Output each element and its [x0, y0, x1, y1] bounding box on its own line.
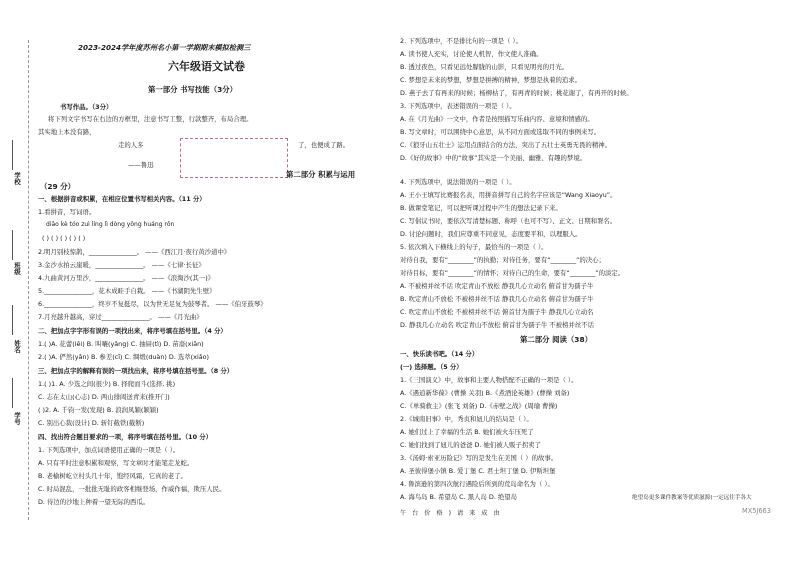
- line-7: 一、根据拼音或积累，在相应位置书写相关内容。（11 分）: [38, 195, 206, 203]
- read-line-5: 2.《城南旧事》中，秀贞和妞儿的结局是（ ）。: [400, 415, 533, 423]
- read-line-3: A.《遇逍新华葆》(曹操 关羽) B.《煮酒论英雄》(曹操 刘备): [400, 389, 570, 397]
- line-29: C. 时局混乱，一批批无耻的政客相继登场，作威作福，欺压人民。: [38, 485, 226, 493]
- line-18: 1.( )A. 花蕾(lěi) B. 叫嚷(yǎng) C. 抽屉(tì) D. 苗裔(xiān): [38, 340, 204, 348]
- binding-dashed-line: [28, 40, 29, 520]
- binding-name-label: 姓名: [13, 340, 21, 353]
- binding-strip: [0, 0, 36, 561]
- r-line-12: B. 做课堂笔记，可以把听课过程中产生的想法记录下来。: [400, 204, 562, 212]
- line-24: C. 别出心裁(设计) D. 斩钉截铁(截断): [38, 419, 145, 427]
- read-line-8: 3.《汤姆·索亚历险记》写的是发生在美国（ ）的故事。: [400, 454, 558, 462]
- part2-title: 第二部分 积累与运用: [286, 170, 356, 179]
- line-22: C. 志在太山(心志) D. 两山排闼送青来(推开门): [38, 393, 170, 401]
- r-line-20: C. 吹定青山不放松 不被榜并丝不话 俯首甘为孺子牛 静我几心立动名: [400, 308, 594, 316]
- r-line-17: 对待目标，要有“________”的情怀；对待自己的生命，要有“________”的淡定。: [400, 269, 625, 277]
- line-17: 二、把加点字字形有误的一项找出来，将序号填在括号里。（4 分）: [38, 327, 227, 335]
- read-line-1: (一) 选择题。（5 分）: [400, 363, 463, 371]
- r-line-10: 4. 下列选项中，说法错误的一项是（ ）。: [400, 178, 516, 186]
- footer-note: 绝望岛更多课件教案等优质滋源(一定远往手各大: [632, 495, 752, 501]
- line-14: 5._______________，花木成畦手自栽。 ——《书湖阴先生壁》: [38, 287, 216, 295]
- read-line-4: C.《单骑救主》(张飞 刘备) D.《赤壁之战》(周瑜 曹操): [400, 402, 558, 410]
- r-line-15: 5. 依次填入下横线上的句子，最恰当的一项是（ ）。: [400, 243, 548, 251]
- r-line-3: C. 梦想是未来的梦想，梦想是拼搏的精神，梦想是执着的追求。: [400, 76, 582, 84]
- line-28: B. 老榆树屹立村头几十年，饱经风霜，它真的老了。: [38, 472, 188, 480]
- r-line-18: A. 不被榜并丝不话 吹定青山不放松 静我几心立动名 俯首甘为孺子牛: [400, 282, 594, 290]
- read-line-2: 1.《三国演义》中，故事和主要人物搭配不正确的一项是（ ）。: [400, 376, 578, 384]
- line-27: A. 只有平时注意积累和观察，写文章时才能笔走龙蛇。: [38, 459, 194, 467]
- line-23: ( )2. A. 千钧一发(发现) B. 浪润凤颖(颖颖): [38, 406, 159, 414]
- line-0: 书写作品。（3分）: [60, 103, 113, 111]
- exam-title: 六年级语文试卷: [168, 60, 245, 73]
- part1-title: 第一部分 书写技能（3分）: [148, 85, 238, 94]
- line-3: 走的人多: [118, 141, 144, 149]
- line-2: 其实地上本没有路，: [38, 128, 96, 136]
- binding-school-label: 学校: [13, 172, 21, 185]
- part3-title: 第二部分 阅读（38）: [520, 335, 592, 344]
- line-6: （29 分）: [40, 182, 76, 191]
- exam-header: 2023-2024学年度苏州名小第一学期期末模拟检测三: [78, 43, 251, 52]
- line-8: 1.看拼音，写词语。: [38, 208, 96, 216]
- line-20: 三、把加点字的解释有误的一项找出来，将序号填在括号里。（8 分）: [38, 367, 234, 375]
- handwriting-box[interactable]: [180, 138, 288, 178]
- read-line-10: 4. 鲁滨逊的第四次航行遇险后所到的荒岛命名为（ ）。: [400, 480, 554, 488]
- line-12: 3.金沙水拍云崖暖，_______________。 ——《七律·长征》: [38, 261, 205, 269]
- r-line-19: B. 吹定青山不放松 不被榜并丝不话 静我几心立动名 俯首甘为孺子牛: [400, 295, 594, 303]
- r-line-11: A. 王小王填写比赛报名表，用拼音拼写自己的名字应该是“Wang Xiaoyu”。: [400, 191, 617, 199]
- binding-class-label: 班级: [13, 262, 21, 275]
- line-13: 4.九曲黄河万里沙，_______________。 ——《浪淘沙(其一)》: [38, 274, 215, 282]
- line-30: D. 待边的沙地上种着一望无际的西瓜。: [38, 498, 150, 506]
- line-11: 2.明月别枝惊鹊，_______________。 ——《西江月·夜行黄沙道中》: [38, 248, 231, 256]
- footer-line: 午 台 价 格 ) 请 来 成 由: [400, 510, 502, 517]
- r-line-9: D.《好的故事》中的“故事”其实是一个美丽、幽雅、有趣的梦境。: [400, 154, 587, 162]
- r-line-7: B. 写文章时，可以围绕中心意思，从不同方面或选取不同的事例来写。: [400, 128, 601, 136]
- binding-number-label: 学号: [13, 412, 21, 425]
- line-21: 1.( )1. A. 少选之间(很少) B. 择爬而斗(选择, 挑): [38, 380, 176, 388]
- r-line-16: 对待自我，要有“________”的执勤；对待任务，要有“________”的决心；: [400, 256, 605, 264]
- r-line-1: A. 读书使人充实，讨论使人机智，作文使人准确。: [400, 50, 543, 58]
- line-9: diāo kè tóo zuì líng lì dòng yōng huáng rǒn: [46, 221, 175, 228]
- r-line-13: C. 写倡议书时，要依次写清楚标题、称呼（也可不写）、正文、日期和署名。: [400, 217, 617, 225]
- line-15: 6._______________，终岁不复挺尽，以为世无足复为鼓琴者。 ——《伯牙鼓琴》: [38, 300, 267, 308]
- line-26: 1. 下列选项中，加点词语使用正确的一项是（ ）。: [38, 446, 180, 454]
- r-line-6: A. 在《月光曲》一文中，作者是按照描写乐曲内容、意境和情感的。: [400, 115, 594, 123]
- read-line-0: 一、快乐读书吧。（14 分）: [400, 350, 479, 358]
- read-line-7: C. 她们找到了妞儿的爸爸 D. 她们被人贩子拐卖了: [400, 441, 541, 449]
- r-line-5: 3. 下列选项中，表述错误的一项是（ ）。: [400, 102, 516, 110]
- line-25: 四、找出符合题目要求的一项，将序号填在括号里。（10 分）: [38, 433, 213, 441]
- r-line-0: 2. 下列选项中，不是排比句的一项是（ ）。: [400, 37, 522, 45]
- r-line-14: D. 讨论问题时，我们应尊重不同意见，态度要平和，以理服人。: [400, 230, 582, 238]
- r-line-21: D. 静我几心立动名 吹定青山不放松 俯首甘为孺子牛 不被榜并丝不话: [400, 321, 595, 329]
- r-line-4: D. 燕子去了有再来的时候；杨柳枯了，有再青的时候；桃花谢了，有再开的时候。: [400, 89, 633, 97]
- line-16: 7.月亮越升越高，穿过_______________。 ——《月光曲》: [38, 313, 203, 321]
- read-line-6: A. 她们过上了幸福的生活 B. 她们被火车压死了: [400, 428, 534, 436]
- read-line-9: A. 圣彼得堡小镇 B. 爱丁堡 C. 君士坦丁堡 D. 伊斯坦堡: [400, 467, 556, 475]
- line-5: ——鲁迅: [128, 161, 154, 169]
- read-line-11: A. 海鸟岛 B. 希望岛 C. 黑人岛 D. 绝望岛: [400, 493, 518, 501]
- line-4: 了，也便成了路。: [298, 141, 350, 149]
- r-line-8: C.《狼牙山五壮士》运用点面结合的方法，突出了五壮士英勇无畏的精神。: [400, 141, 611, 149]
- watermark-code: MX5J663: [742, 507, 771, 515]
- line-19: 2.( )A. 俨然(yǎn) B. 参差(cī) C. 绸缎(duàn) D. 选萃(xiǎo): [38, 353, 210, 361]
- r-line-2: B. 透过夜色，只看见远处朦胧的山影，只看见明亮的月光。: [400, 63, 569, 71]
- line-10: ( ) ( ) ( ) ( ) ( ): [42, 234, 86, 242]
- line-1: 将下列文字书写在右边的方框里，注意书写工整，行款整齐，布局合理。: [48, 115, 253, 123]
